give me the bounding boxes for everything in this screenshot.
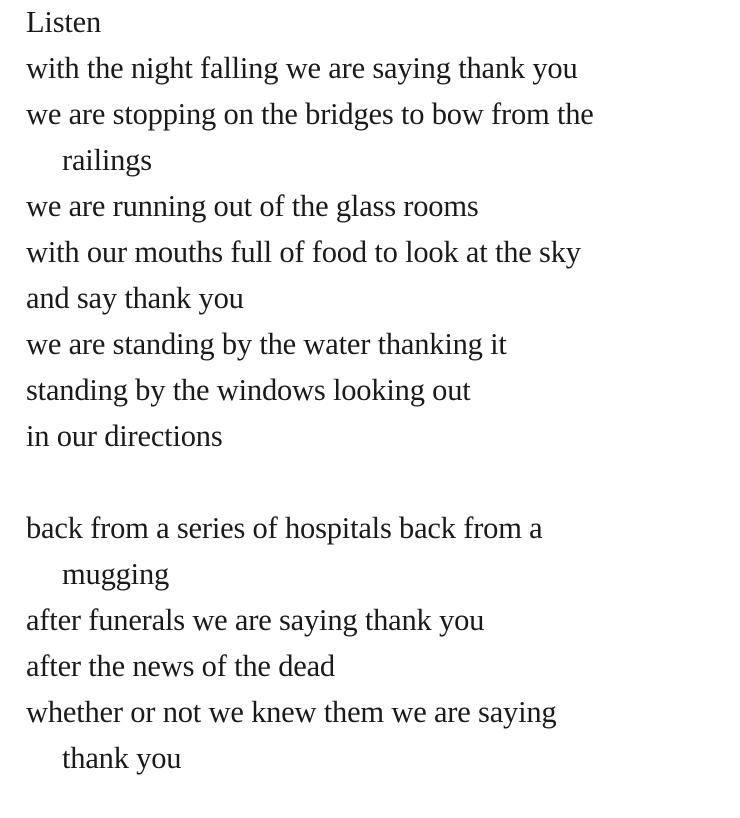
poem-line: standing by the windows looking out <box>26 373 471 407</box>
poem-line: and say thank you <box>26 281 244 315</box>
stanza-break <box>26 462 726 508</box>
poem-line: whether or not we knew them we are saying <box>26 695 557 729</box>
poem-line: in our directions <box>26 419 223 453</box>
poem-line-continuation: thank you <box>62 741 182 775</box>
poem-line: we are stopping on the bridges to bow from the <box>26 97 594 131</box>
poem-line-continuation: mugging <box>62 557 170 591</box>
poem-line: with our mouths full of food to look at the sky <box>26 235 581 269</box>
poem-line-continuation: railings <box>62 143 152 177</box>
poem-line: back from a series of hospitals back from a <box>26 511 543 545</box>
poem-line: after the news of the dead <box>26 649 335 683</box>
stanza-1 <box>26 2 726 462</box>
poem-line: we are running out of the glass rooms <box>26 189 479 223</box>
stanza-2 <box>26 508 726 784</box>
poem-line: we are standing by the water thanking it <box>26 327 507 361</box>
poem-text <box>26 2 726 784</box>
poem-line: after funerals we are saying thank you <box>26 603 485 637</box>
poem-line: Listen <box>26 5 102 39</box>
poem-line: with the night falling we are saying thank you <box>26 51 578 85</box>
